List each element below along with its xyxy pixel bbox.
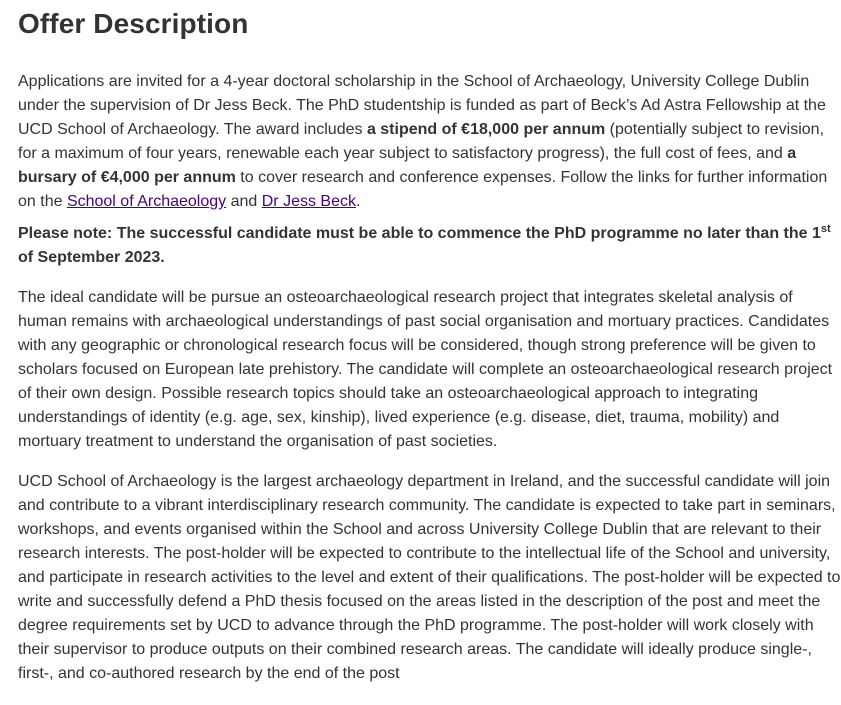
start-date-note — [18, 222, 841, 270]
intro-text-5: . — [356, 193, 361, 210]
ordinal-suffix: st — [820, 223, 831, 235]
intro-text-1: Applications are invited for a 4-year doctoral scholarship in the School of Archaeology, University College Dublin under the supervision of Dr Jess Beck. The PhD studentship is funded as part of Beck’s Ad Astra Fellowship at the UCD School of Archaeology. The award includes — [18, 73, 826, 138]
school-description-paragraph: UCD School of Archaeology is the largest archaeology department in Ireland, and the successful candidate will join and contribute to a vibrant interdisciplinary research community. The candidate is expected to take part in seminars, workshops, and events organised within the School and across University College Dublin that are relevant to their research interests. The post-holder will be expected to contribute to the intellectual life of the School and university, and participate in research activities to the level and extent of their qualifications. The post-holder will be expected to write and successfully defend a PhD thesis focused on the areas listed in the description of the post and meet the degree requirements set by UCD to advance through the PhD programme. The post-holder will work closely with their supervisor to produce outputs on their combined research areas. The candidate will ideally produce single-, first-, and co-authored research by the end of the post — [18, 473, 841, 682]
dr-jess-beck-link[interactable]: Dr Jess Beck — [261, 193, 356, 210]
stipend-highlight: a stipend of €18,000 per annum — [366, 121, 606, 138]
bursary-highlight: a bursary of €4,000 per annum — [18, 145, 797, 186]
ideal-candidate-paragraph: The ideal candidate will be pursue an osteoarchaeological research project that integrates skeletal analysis of human remains with archaeological understandings of past social organisation and mortuary practices. Candidates with any geographic or chronological research focus will be considered, though strong preference will be given to scholars focused on European late prehistory. The candidate will complete an osteoarchaeological research project of their own design. Possible research topics should take an osteoarchaeological approach to integrating understandings of identity (e.g. age, sex, kinship), lived experience (e.g. disease, diet, trauma, mobility) and mortuary treatment to understand the organisation of past societies. — [18, 289, 833, 450]
intro-text-4: and — [226, 193, 262, 210]
intro-paragraph — [18, 70, 841, 214]
intro-text-2: (potentially subject to revision, for a maximum of four years, renewable each year subject to satisfactory progress), the full cost of fees, and — [18, 121, 825, 162]
school-of-archaeology-link[interactable]: School of Archaeology — [66, 193, 227, 210]
intro-text-3: to cover research and conference expenses. Follow the links for further information on the — [18, 169, 828, 210]
note-text-2: of September 2023. — [18, 249, 165, 266]
page-title: Offer Description — [18, 8, 249, 39]
note-text-1: Please note: The successful candidate must be able to commence the PhD programme no later than the 1 — [18, 225, 821, 242]
